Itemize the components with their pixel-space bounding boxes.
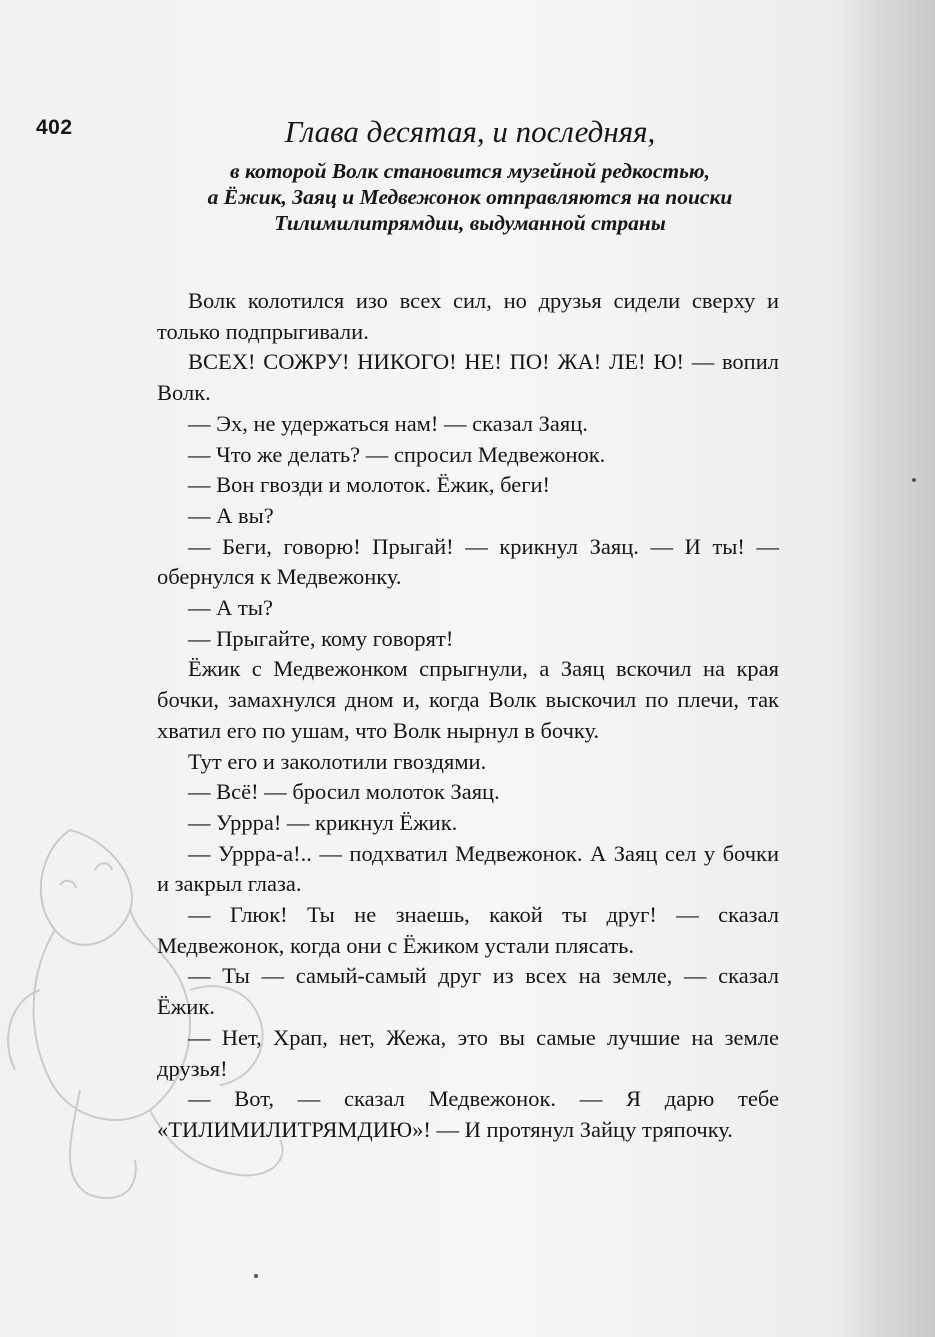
chapter-subtitle-line: в которой Волк становится музейной редкостью, — [230, 159, 710, 183]
paragraph: — Уррра! — крикнул Ёжик. — [188, 809, 458, 835]
paragraph: — Эх, не удержаться нам! — сказал Заяц. — [188, 410, 588, 436]
paragraph: — Прыгайте, кому говорят! — [188, 625, 454, 651]
paragraph: — Всё! — бросил молоток Заяц. — [188, 779, 500, 805]
paragraph: — Уррра-а!.. — подхватил Медвежонок. А Заяц сел у бочки и закрыл глаза. — [157, 840, 779, 897]
paragraph: — А ты? — [188, 595, 273, 621]
paragraph: — Беги, говорю! Прыгай! — крикнул Заяц. — И ты! — обернулся к Медвежонку. — [157, 533, 779, 590]
chapter-title: Глава десятая, и последняя, — [284, 114, 656, 149]
paragraph: — Вон гвозди и молоток. Ёжик, беги! — [188, 472, 551, 498]
page-number: 402 — [36, 116, 73, 139]
print-speck — [254, 1274, 258, 1278]
paragraph: — Нет, Храп, нет, Жежа, это вы самые лучшие на земле друзья! — [157, 1024, 779, 1081]
paragraph: — Что же делать? — спросил Медвежонок. — [188, 441, 606, 467]
paragraph: — Глюк! Ты не знаешь, какой ты друг! — сказал Медвежонок, когда они с Ёжиком устали плясать. — [157, 902, 779, 958]
paragraph: Волк колотился изо всех сил, но друзья сидели сверху и только подпрыгивали. — [157, 288, 779, 344]
body-text — [157, 286, 779, 1146]
spine-shadow — [840, 0, 935, 1337]
paragraph: — Вот, — сказал Медвежонок. — Я дарю тебе «ТИЛИМИЛИТРЯМДИЮ»! — И протянул Зайцу тряпочку. — [157, 1086, 779, 1142]
paragraph: Тут его и заколотили гвоздями. — [188, 748, 487, 774]
paragraph: Ёжик с Медвежонком спрыгнули, а Заяц вскочил на края бочки, замахнулся дном и, когда Волк выскочил по плечи, так хватил его по ушам, что Волк нырнул в бочку. — [157, 656, 779, 743]
paragraph: ВСЕХ! СОЖРУ! НИКОГО! НЕ! ПО! ЖА! ЛЕ! Ю! — вопил Волк. — [157, 349, 779, 406]
chapter-subtitle — [150, 158, 790, 236]
chapter-subtitle-line: а Ёжик, Заяц и Медвежонок отправляются на поиски — [207, 185, 733, 209]
chapter-subtitle-line: Тилимилитрямдии, выдуманной страны — [274, 211, 666, 235]
paragraph: — Ты — самый-самый друг из всех на земле, — сказал Ёжик. — [157, 963, 779, 1020]
paragraph: — А вы? — [188, 502, 274, 528]
chapter-header — [150, 112, 790, 236]
print-speck — [912, 478, 916, 482]
